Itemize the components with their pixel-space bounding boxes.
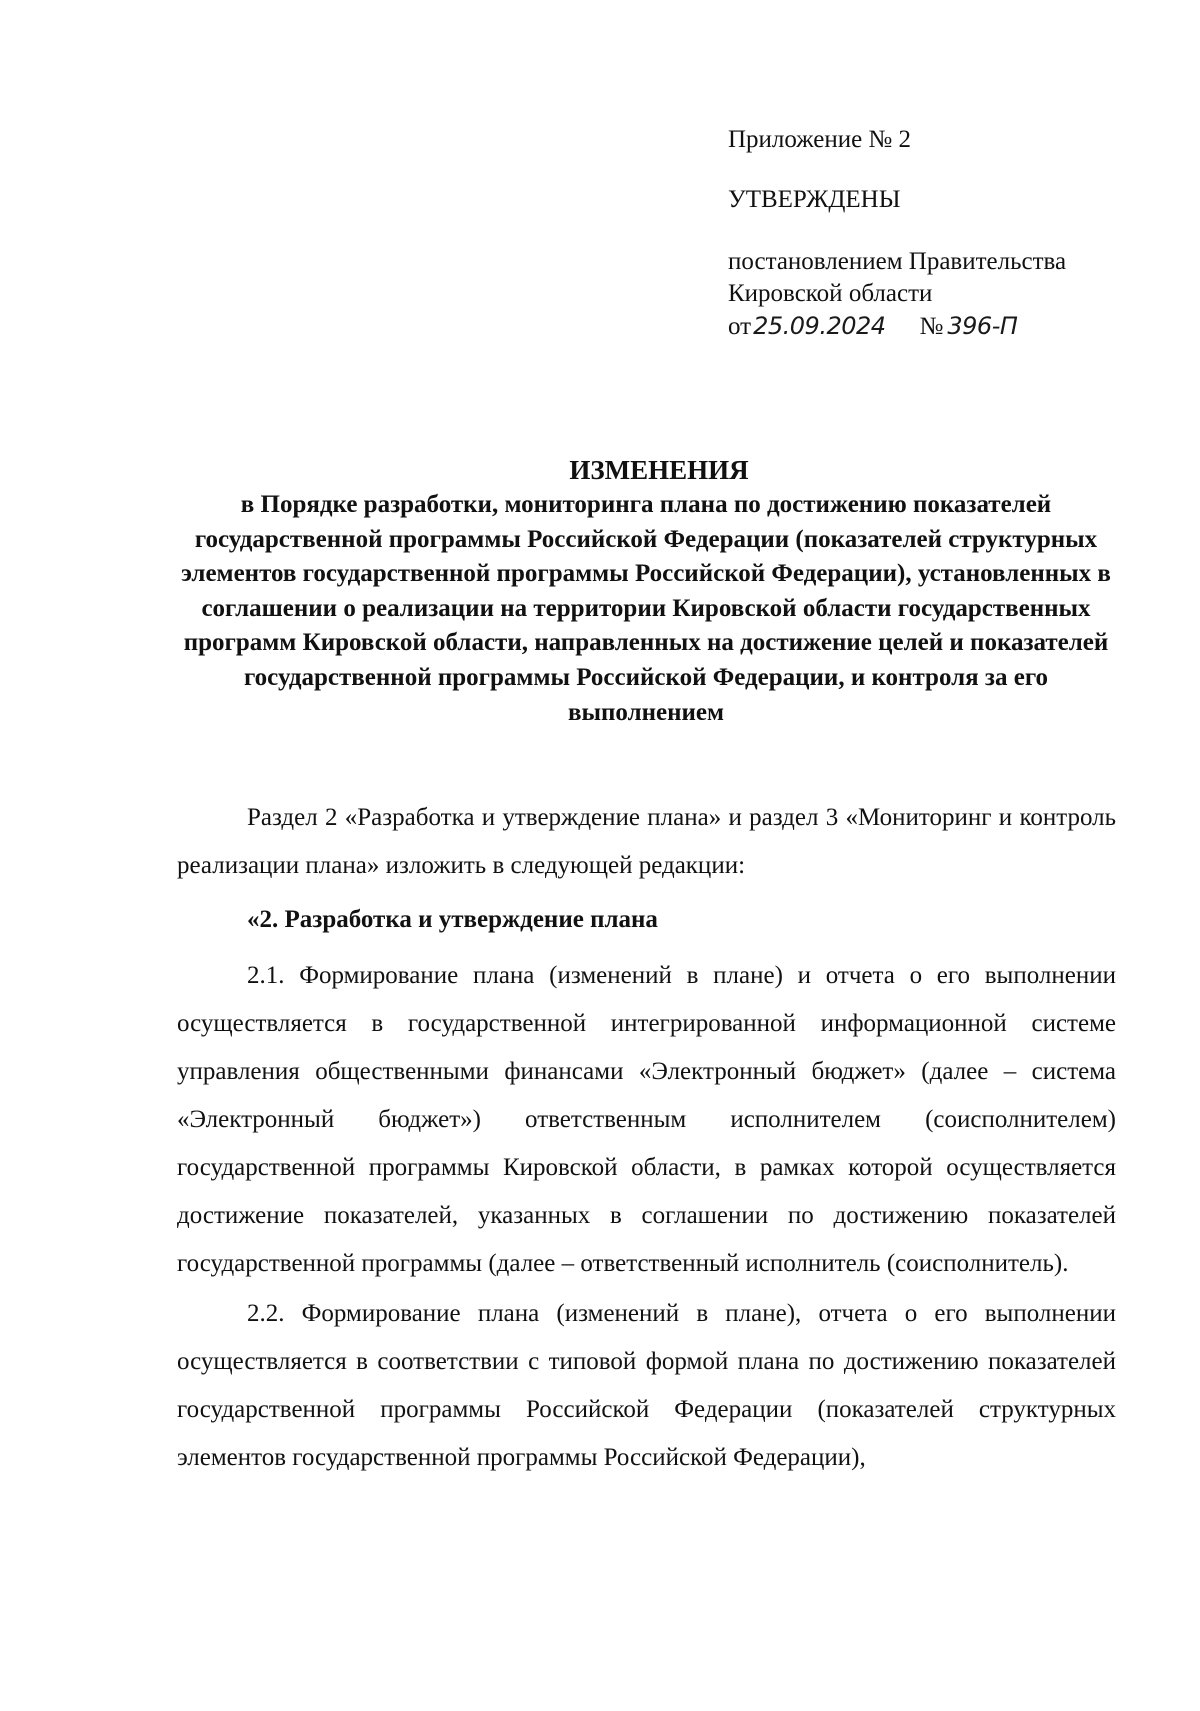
section-heading: «2. Разработка и утверждение плана [247,906,658,933]
document-title-block [178,452,1114,730]
resolution-line-2: Кировской области [728,280,933,307]
approval-block [728,124,1128,343]
intro-paragraph: Раздел 2 «Разработка и утверждение плана» и раздел 3 «Мониторинг и контроль реализации плана» изложить в следующей редакции: [177,804,1116,879]
document-subtitle: в Порядке разработки, мониторинга плана по достижению показателей государственной программы Российской Федерации (показателей структурных элементов государственной программы Российской Федерации), установленных в соглашении о реализации на территории Кировской области государственных программ Кировской области, направленных на достижение целей и показателей государственной программы Российской Федерации, и контроля за его выполнением [181,491,1111,726]
date-number-line [728,310,1128,343]
number-prefix: № [919,313,944,340]
paragraph-2-2: 2.2. Формирование плана (изменений в плане), отчета о его выполнении осуществляется в соответствии с типовой формой плана по достижению показателей государственной программы Российской Федерации (показателей структурных элементов государственной программы Российской Федерации), [177,1300,1116,1471]
date-prefix: от [728,313,752,340]
approved-label: УТВЕРЖДЕНЫ [728,186,901,213]
handwritten-number: 396-П [947,312,1018,340]
appendix-label: Приложение № 2 [728,126,912,153]
handwritten-date: 25.09.2024 [753,312,886,340]
document-title: ИЗМЕНЕНИЯ [569,455,749,485]
resolution-line-1: постановлением Правительства [728,248,1067,275]
paragraph-2-1: 2.1. Формирование плана (изменений в плане) и отчета о его выполнении осуществляется в государственной интегрированной информационной системе управления общественными финансами «Электронный бюджет» (далее – система «Электронный бюджет») ответственным исполнителем (соисполнителем) государственной программы Кировской области, в рамках которой осуществляется достижение показателей, указанных в соглашении по достижению показателей государственной программы (далее – ответственный исполнитель (соисполнитель). [177,962,1116,1277]
document-body [177,794,1116,1482]
